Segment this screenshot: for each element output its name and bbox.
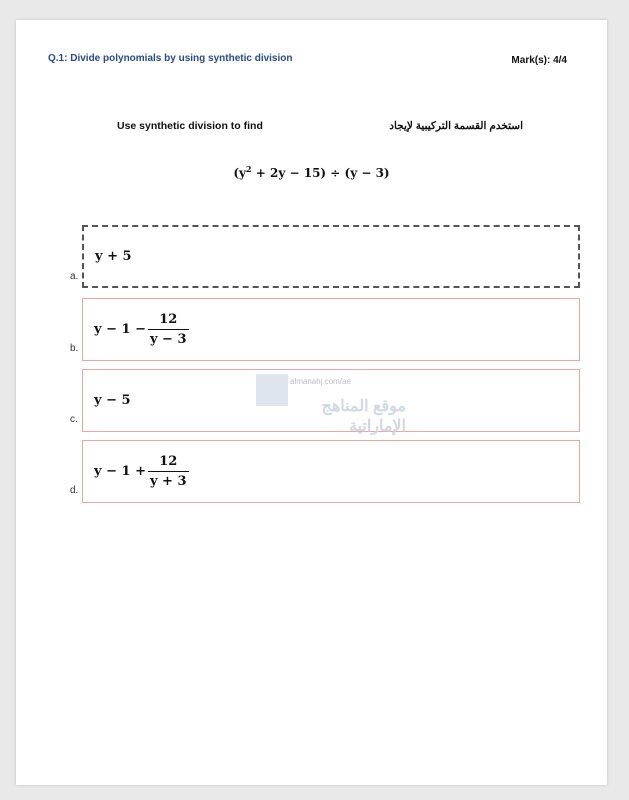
division-expression <box>16 164 607 180</box>
option-a[interactable] <box>82 225 580 288</box>
option-a-letter: a. <box>70 271 79 282</box>
question-title: Q.1: Divide polynomials by using synthetic division <box>48 53 293 64</box>
instruction-english: Use synthetic division to find <box>117 120 263 132</box>
option-b-denominator: y − 3 <box>148 329 189 347</box>
watermark <box>256 374 406 434</box>
expression-part1: (y <box>233 166 247 180</box>
expression-exponent: 2 <box>246 164 252 174</box>
option-d-prefix: y − 1 + <box>94 464 146 479</box>
option-b-fraction <box>148 312 189 347</box>
option-d-fraction <box>148 454 189 489</box>
watermark-text: موقع المناهج الإماراتية <box>321 398 406 435</box>
watermark-url: almanahj.com/ae <box>290 377 351 386</box>
option-d-denominator: y + 3 <box>148 471 189 489</box>
expression-part2: + 2y − 15) ÷ (y − 3) <box>251 166 390 180</box>
instruction-arabic: استخدم القسمة التركيبية لإيجاد <box>389 120 523 132</box>
option-d-letter: d. <box>70 485 79 496</box>
option-b-letter: b. <box>70 343 79 354</box>
option-d-numerator: 12 <box>159 454 178 469</box>
option-c-letter: c. <box>70 414 78 425</box>
option-c-text: y − 5 <box>94 393 131 408</box>
option-b-numerator: 12 <box>159 312 178 327</box>
option-a-text: y + 5 <box>95 249 132 264</box>
mark-score: Mark(s): 4/4 <box>511 55 567 66</box>
option-d[interactable] <box>82 440 580 503</box>
worksheet-page <box>16 20 607 785</box>
option-b[interactable] <box>82 298 580 361</box>
option-b-prefix: y − 1 − <box>94 322 146 337</box>
